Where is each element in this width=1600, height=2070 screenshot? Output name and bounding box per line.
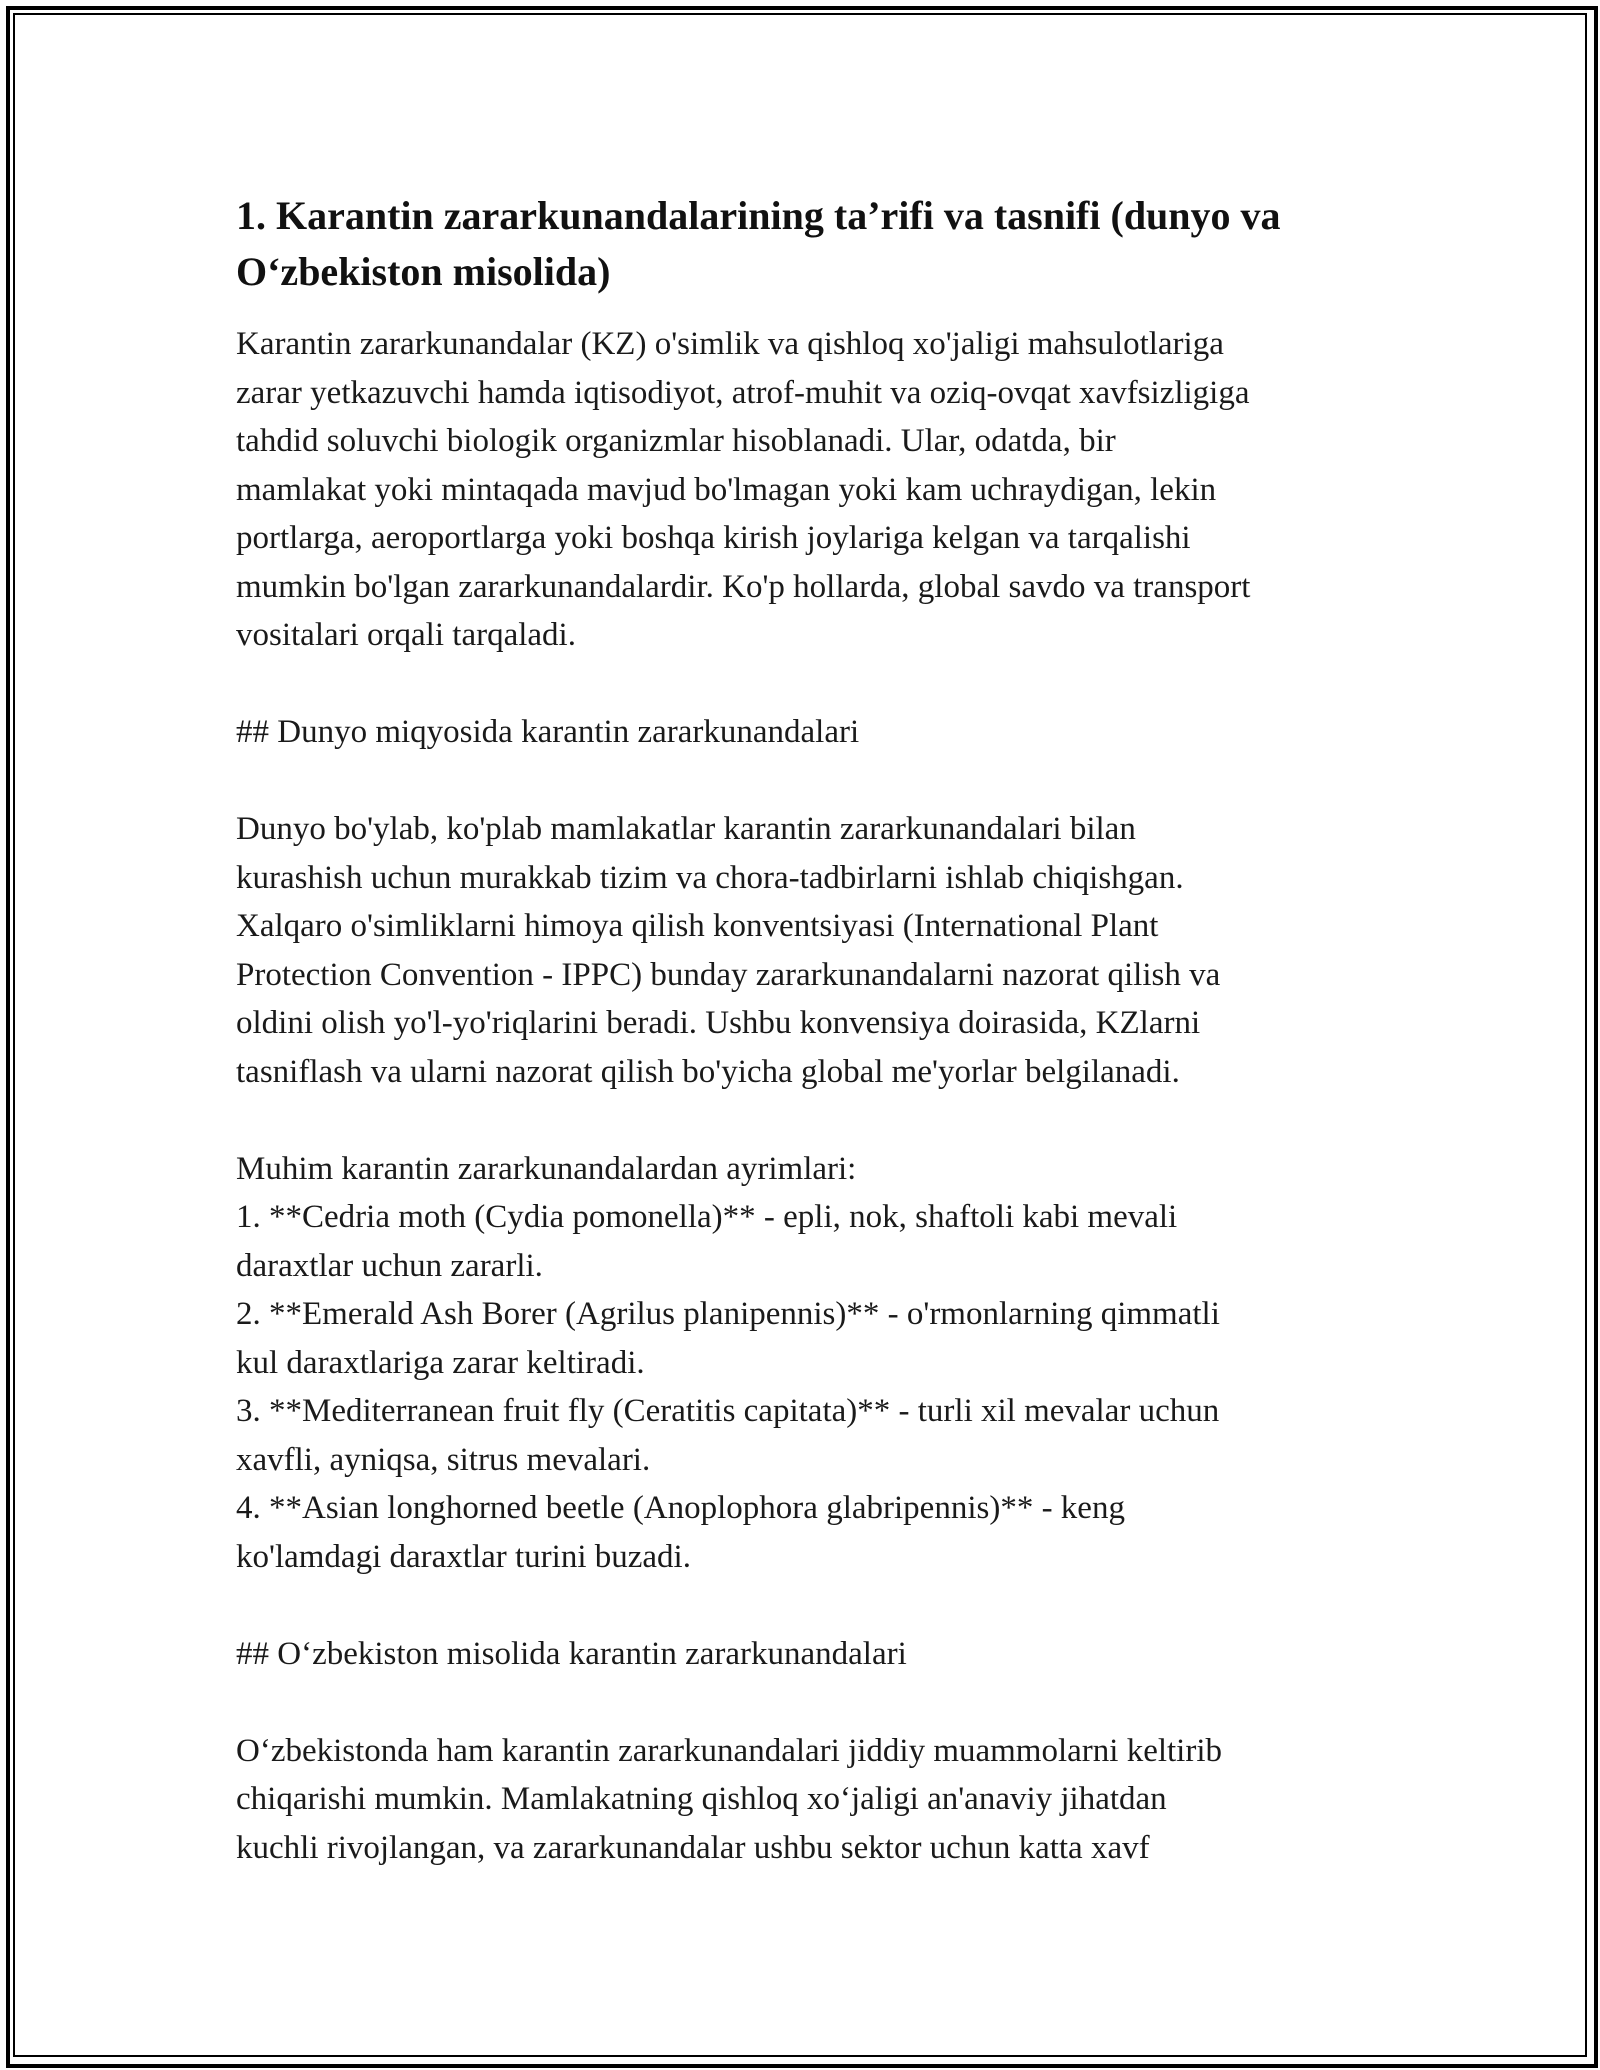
spacer [236, 1096, 1386, 1145]
intro-paragraph [236, 320, 1386, 660]
section-heading-uzbekistan: ## O‘zbekiston misolida karantin zararkunandalari [236, 1635, 907, 1672]
uzbekistan-paragraph [236, 1727, 1386, 1873]
spacer [236, 1678, 1386, 1727]
text-line: mamlakat yoki mintaqada mavjud bo'lmagan yoki kam uchraydigan, lekin [236, 471, 1217, 508]
title-line: 1. Karantin zararkunandalarining ta’rifi va tasnifi (dunyo va [236, 193, 1281, 238]
text-line: chiqarishi mumkin. Mamlakatning qishloq xo‘jaligi an'anaviy jihatdan [236, 1781, 1167, 1817]
text-line: kuchli rivojlangan, va zararkunandalar ushbu sektor uchun katta xavf [236, 1829, 1150, 1866]
spacer [236, 660, 1386, 709]
text-line: ko'lamdagi daraxtlar turini buzadi. [236, 1538, 691, 1575]
text-line: portlarga, aeroportlarga yoki boshqa kirish joylariga kelgan va tarqalishi [236, 520, 1191, 556]
text-line: Karantin zararkunandalar (KZ) o'simlik va qishloq xo'jaligi mahsulotlariga [236, 326, 1224, 362]
document-title [236, 188, 1386, 300]
text-line: kul daraxtlariga zarar keltiradi. [236, 1344, 645, 1381]
text-line: tahdid soluvchi biologik organizmlar hisoblanadi. Ular, odatda, bir [236, 423, 1116, 459]
pest-list [236, 1145, 1386, 1582]
text-line: daraxtlar uchun zararli. [236, 1247, 543, 1284]
text-line: zarar yetkazuvchi hamda iqtisodiyot, atrof-muhit va oziq-ovqat xavfsizligiga [236, 374, 1250, 411]
spacer [236, 757, 1386, 806]
text-line: 4. **Asian longhorned beetle (Anoplophora glabripennis)** - keng [236, 1490, 1125, 1526]
world-paragraph [236, 805, 1386, 1096]
text-line: Protection Convention - IPPC) bunday zararkunandalarni nazorat qilish va [236, 956, 1221, 993]
list-intro: Muhim karantin zararkunandalardan ayrimlari: [236, 1150, 857, 1187]
text-line: Dunyo bo'ylab, ko'plab mamlakatlar karantin zararkunandalari bilan [236, 811, 1136, 847]
text-line: xavfli, ayniqsa, sitrus mevalari. [236, 1441, 651, 1478]
list-item [236, 1193, 1386, 1290]
text-line: vositalari orqali tarqaladi. [236, 617, 576, 653]
list-item [236, 1484, 1386, 1581]
list-item [236, 1290, 1386, 1387]
text-line: kurashish uchun murakkab tizim va chora-tadbirlarni ishlab chiqishgan. [236, 859, 1184, 896]
text-line: 2. **Emerald Ash Borer (Agrilus planipennis)** - o'rmonlarning qimmatli [236, 1296, 1220, 1332]
text-line: Xalqaro o'simliklarni himoya qilish konventsiyasi (International Plant [236, 908, 1159, 944]
text-line: mumkin bo'lgan zararkunandalardir. Ko'p hollarda, global savdo va transport [236, 568, 1251, 605]
text-line: O‘zbekistonda ham karantin zararkunandalari jiddiy muammolarni keltirib [236, 1732, 1223, 1769]
spacer [236, 1581, 1386, 1630]
title-line: O‘zbekiston misolida) [236, 249, 611, 294]
text-line: 1. **Cedria moth (Cydia pomonella)** - epli, nok, shaftoli kabi mevali [236, 1199, 1178, 1235]
text-line: tasniflash va ularni nazorat qilish bo'yicha global me'yorlar belgilanadi. [236, 1053, 1180, 1090]
text-line: 3. **Mediterranean fruit fly (Ceratitis capitata)** - turli xil mevalar uchun [236, 1393, 1220, 1429]
text-line: oldini olish yo'l-yo'riqlarini beradi. Ushbu konvensiya doirasida, KZlarni [236, 1005, 1201, 1041]
document-body [236, 188, 1386, 1872]
list-item [236, 1387, 1386, 1484]
section-heading-world: ## Dunyo miqyosida karantin zararkunandalari [236, 714, 860, 750]
